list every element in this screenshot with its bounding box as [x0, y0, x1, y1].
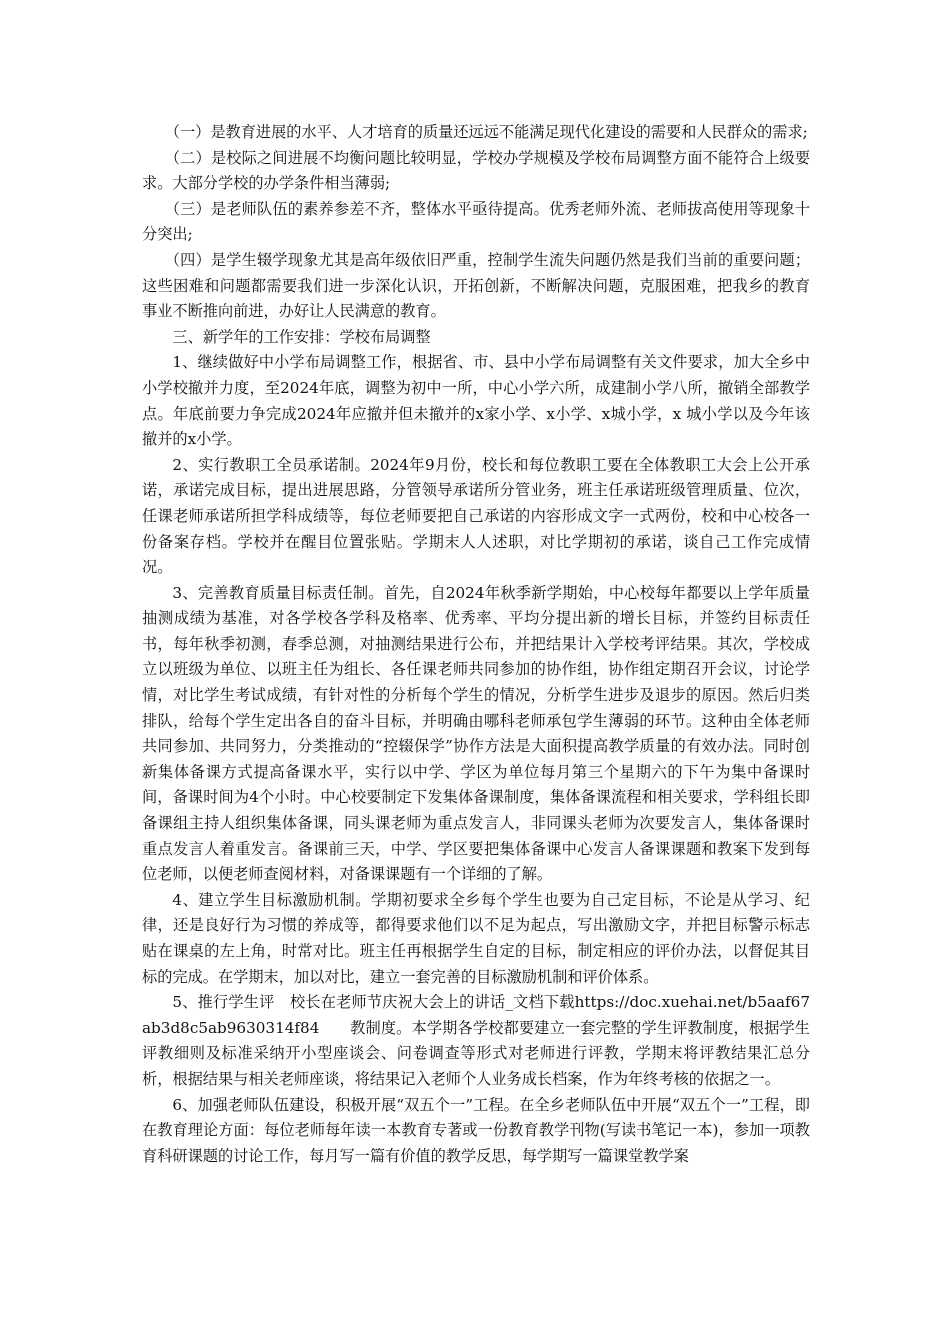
paragraph-problem-3: （三）是老师队伍的素养参差不齐，整体水平亟待提高。优秀老师外流、老师拔高使用等现象十分突出;: [142, 199, 810, 244]
paragraph-layout-adjustment: 1、继续做好中小学布局调整工作，根据省、市、县中小学布局调整有关文件要求，加大全乡中小学校撤并力度，至2024年底，调整为初中一所，中心小学六所，成建制小学八所，撤销全部教学点。年底前要力争完成2024年应撤并但未撤并的x家小学、x小学、x城小学，x 城小学以及今年该撤并的x小学。: [142, 353, 810, 449]
paragraph-commitment-system: 2、实行教职工全员承诺制。2024年9月份，校长和每位教职工要在全体教职工大会上公开承诺，承诺完成目标，提出进展思路，分管领导承诺所分管业务，班主任承诺班级管理质量、位次，任课老师承诺所担学科成绩等，每位老师要把自己承诺的内容形成文字一式两份，校和中心校各一份备案存档。学校并在醒目位置张贴。学期末人人述职，对比学期初的承诺，谈自己工作完成情况。: [142, 455, 810, 577]
paragraph-problem-4: （四）是学生辍学现象尤其是高年级依旧严重，控制学生流失问题仍然是我们当前的重要问题；这些困难和问题都需要我们进一步深化认识，开拓创新，不断解决问题，克服困难，把我乡的教育事业不断推向前进，办好让人民满意的教育。: [142, 250, 810, 321]
paragraph-problem-2: （二）是校际之间进展不均衡问题比较明显，学校办学规模及学校布局调整方面不能符合上级要求。大部分学校的办学条件相当薄弱;: [142, 148, 810, 193]
paragraph-teacher-development: 6、加强老师队伍建设，积极开展“双五个一”工程。在全乡老师队伍中开展“双五个一”工程，即在教育理论方面：每位老师每年读一本教育专著或一份教育教学刊物(写读书笔记一本)，参加一项教育科研课题的讨论工作，每月写一篇有价值的教学反思，每学期写一篇课堂教学案: [142, 1095, 810, 1165]
document-body: [142, 120, 810, 1169]
paragraph-student-incentive: 4、建立学生目标激励机制。学期初要求全乡每个学生也要为自己定目标，不论是从学习、纪律，还是良好行为习惯的养成等，都得要求他们以不足为起点，写出激励文字，并把目标警示标志贴在课桌的左上角，时常对比。班主任再根据学生自定的目标，制定相应的评价办法，以督促其目标的完成。在学期末，加以对比，建立一套完善的目标激励机制和评价体系。: [142, 890, 810, 986]
paragraph-problem-1: （一）是教育进展的水平、人才培育的质量还远远不能满足现代化建设的需要和人民群众的需求;: [164, 123, 808, 141]
paragraph-student-evaluation: 5、推行学生评 校长在老师节庆祝大会上的讲话_文档下载https://doc.xuehai.net/b5aaf67ab3d8c5ab9630314f84 教制度。本学期各学校都要建立一套完整的学生评教制度，根据学生评教细则及标准采纳开小型座谈会、问卷调查等形式对老师进行评教，学期末将评教结果汇总分析，根据结果与相关老师座谈，将结果记入老师个人业务成长档案，作为年终考核的依据之一。: [142, 993, 810, 1088]
paragraph-quality-responsibility: 3、完善教育质量目标责任制。首先，自2024年秋季新学期始，中心校每年都要以上学年质量抽测成绩为基准，对各学校各学科及格率、优秀率、平均分提出新的增长目标，并签约目标责任书，每年秋季初测，春季总测，对抽测结果进行公布，并把结果计入学校考评结果。其次，学校成立以班级为单位、以班主任为组长、各任课老师共同参加的协作组，协作组定期召开会议，讨论学情，对比学生考试成绩，有针对性的分析每个学生的情况，分析学生进步及退步的原因。然后归类排队，给每个学生定出各自的奋斗目标，并明确由哪科老师承包学生薄弱的环节。这种由全体老师共同参加、共同努力，分类推动的“控辍保学”协作方法是大面积提高教学质量的有效办法。同时创新集体备课方式提高备课水平，实行以中学、学区为单位每月第三个星期六的下午为集中备课时间，备课时间为4个小时。中心校要制定下发集体备课制度，集体备课流程和相关要求，学科组长即备课组主持人组织集体备课，同头课老师为重点发言人，非同课头老师为次要发言人，集体备课时重点发言人着重发言。备课前三天，中学、学区要把集体备课中心发言人备课课题和教案下发到每位老师，以便老师查阅材料，对备课课题有一个详细的了解。: [142, 583, 810, 884]
section-heading-work-plan: 三、新学年的工作安排：学校布局调整: [172, 327, 431, 346]
